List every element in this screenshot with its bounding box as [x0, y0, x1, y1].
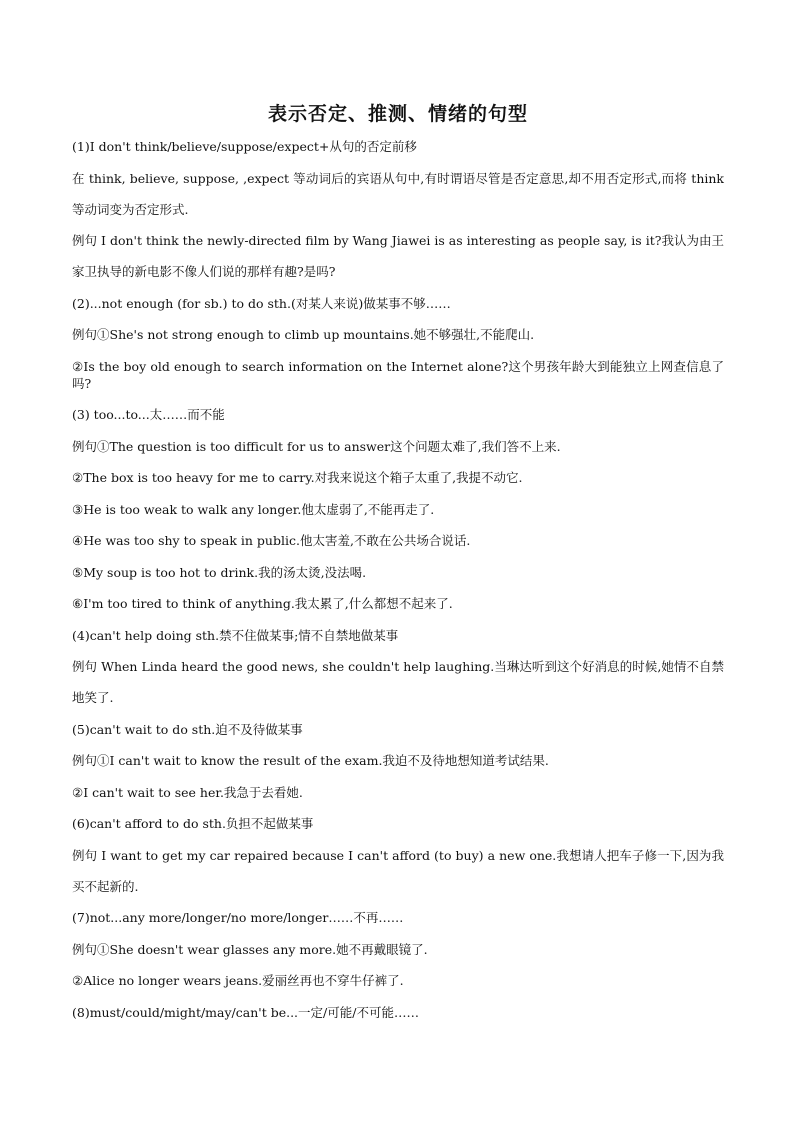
text-line: (8)must/could/might/may/can't be...一定/可能/不可能…… [72, 1004, 419, 1020]
text-line: ⑤My soup is too hot to drink.我的汤太烫,没法喝. [72, 564, 367, 580]
text-line: (3) too...to...太……而不能 [72, 407, 225, 422]
text-line: 在 think, believe, suppose, ,expect 等动词后的宾语从句中,有时谓语尽管是否定意思,却不用否定形式,而将 think 等动词变为否定形式. [72, 170, 724, 217]
document-body [72, 138, 724, 1021]
text-line: ⑥I'm too tired to think of anything.我太累了,什么都想不起来了. [72, 596, 453, 611]
text-line: ②The box is too heavy for me to carry.对我来说这个箱子太重了,我提不动它. [72, 470, 523, 485]
text-line: (6)can't afford to do sth.负担不起做某事 [72, 816, 314, 831]
text-line: ②Alice no longer wears jeans.爱丽丝再也不穿牛仔裤了. [72, 973, 404, 988]
text-line: (1)I don't think/believe/suppose/expect+从句的否定前移 [72, 139, 417, 154]
text-line: (5)can't wait to do sth.迫不及待做某事 [72, 721, 303, 737]
text-line: 例句 I don't think the newly-directed film by Wang Jiawei is as interesting as people say, is it?我认为由王家卫执导的新电影不像人们说的那样有趣?是吗? [72, 233, 724, 279]
text-line: ②I can't wait to see her.我急于去看她. [72, 784, 303, 800]
text-line: 例句 When Linda heard the good news, she couldn't help laughing.当琳达听到这个好消息的时候,她情不自禁地笑了. [72, 659, 724, 705]
page-title: 表示否定、推测、情绪的句型 [267, 103, 528, 125]
text-line: ④He was too shy to speak in public.他太害羞,不敢在公共场合说话. [72, 533, 471, 548]
text-line: 例句①I can't wait to know the result of the exam.我迫不及待地想知道考试结果. [72, 753, 549, 768]
text-line: (7)not...any more/longer/no more/longer……不再…… [72, 910, 404, 925]
document-page [72, 100, 724, 1035]
text-line: ②Is the boy old enough to search information on the Internet alone?这个男孩年龄大到能独立上网查信息了吗? [72, 358, 724, 391]
text-line: 例句①The question is too difficult for us to answer这个问题太难了,我们答不上来. [72, 438, 561, 454]
text-line: 例句①She's not strong enough to climb up mountains.她不够强壮,不能爬山. [72, 327, 535, 342]
text-line: 例句①She doesn't wear glasses any more.她不再戴眼镜了. [72, 941, 428, 957]
text-line: (4)can't help doing sth.禁不住做某事;情不自禁地做某事 [72, 627, 399, 643]
text-line: 例句 I want to get my car repaired because I can't afford (to buy) a new one.我想请人把车子修一下,因为我买不起新的. [72, 847, 724, 894]
text-line: ③He is too weak to walk any longer.他太虚弱了,不能再走了. [72, 501, 435, 517]
text-line: (2)...not enough (for sb.) to do sth.(对某人来说)做某事不够…… [72, 295, 451, 311]
